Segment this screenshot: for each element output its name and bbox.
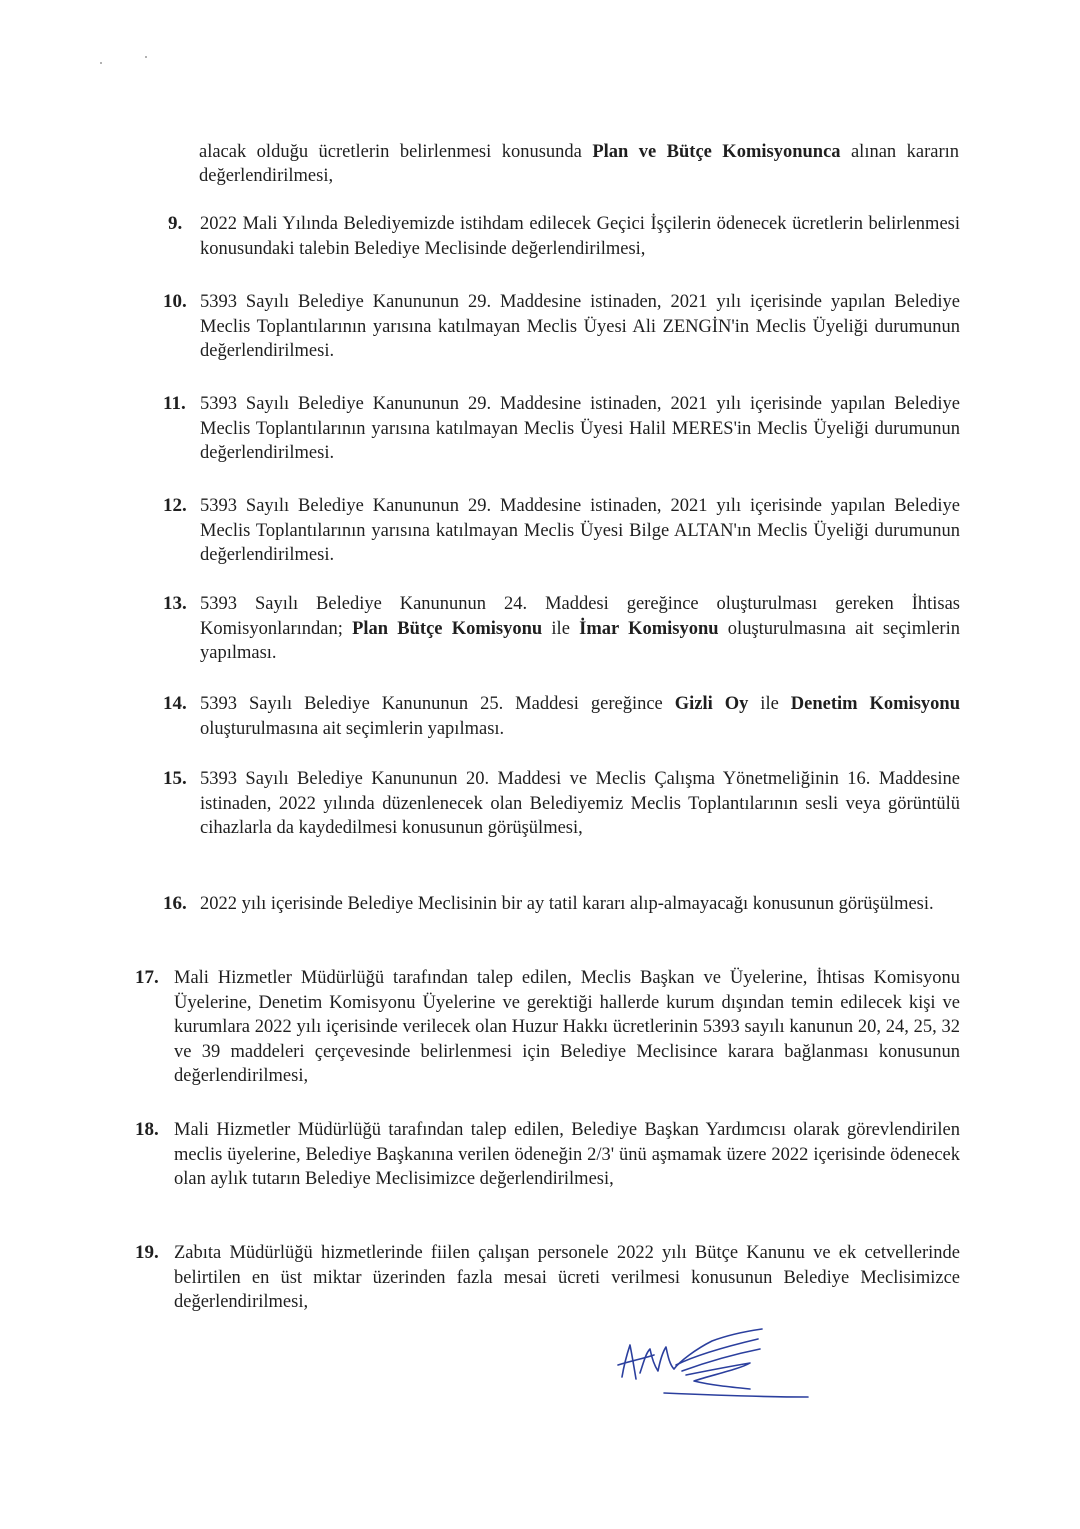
item-text [200, 692, 960, 741]
item-number: 9. [168, 213, 183, 234]
item-text-part: ile [748, 694, 791, 714]
item-number: 19. [135, 1242, 159, 1263]
item-text: 5393 Sayılı Belediye Kanununun 29. Maddesine istinaden, 2021 yılı içerisinde yapılan Belediye Meclis Toplantılarının yarısına katılmayan Meclis Üyesi Halil MERES'in Meclis Üyeliği durumunun değerlendirilmesi. [200, 394, 960, 463]
item-bold-text: Plan Bütçe Komisyonu [352, 618, 543, 639]
item-text: Zabıta Müdürlüğü hizmetlerinde fiilen çalışan personele 2022 yılı Bütçe Kanunu ve ek cetvellerinde belirtilen en üst miktar üzerinden fazla mesai ücreti verilmesi konusunun Belediye Meclisimizce değerlendirilmesi, [174, 1243, 960, 1312]
item-text-part: oluşturulmasına ait seçimlerin yapılması. [200, 718, 505, 739]
item-number: 14. [163, 693, 187, 714]
item-text-part: 5393 Sayılı Belediye Kanununun 25. Maddesi gereğince [200, 694, 675, 714]
continuation-bold-text: Plan ve Bütçe Komisyonunca [592, 142, 841, 162]
item-number: 10. [163, 291, 187, 312]
item-number: 12. [163, 495, 187, 516]
item-bold-text: Gizli Oy [674, 694, 749, 714]
item-number: 15. [163, 768, 187, 789]
scan-speck [100, 62, 102, 64]
item-text: 2022 Mali Yılında Belediyemizde istihdam edilecek Geçici İşçilerin ödenecek ücretlerin belirlenmesi konusundaki talebin Belediye Meclisinde değerlendirilmesi, [200, 214, 960, 259]
continuation-text-1: alacak olduğu ücretlerin belirlenmesi konusunda [199, 142, 593, 162]
item-number: 11. [163, 393, 186, 414]
item-text: 5393 Sayılı Belediye Kanununun 20. Maddesi ve Meclis Çalışma Yönetmeliğinin 16. Maddesine istinaden, 2022 yılında düzenlenecek olan Belediyemiz Meclis Toplantılarının sesli veya görüntülü cihazlarla da kaydedilmesi konusunun görüşülmesi, [200, 769, 960, 838]
item-text [200, 592, 960, 666]
item-number: 13. [163, 593, 187, 614]
item-bold-text: Denetim Komisyonu [790, 694, 960, 714]
item-number: 18. [135, 1119, 159, 1140]
item-number: 17. [135, 967, 159, 988]
item-text: 5393 Sayılı Belediye Kanununun 29. Maddesine istinaden, 2021 yılı içerisinde yapılan Belediye Meclis Toplantılarının yarısına katılmayan Meclis Üyesi Bilge ALTAN'ın Meclis Üyeliği durumunun değerlendirilmesi. [200, 496, 960, 565]
scan-specks [95, 56, 155, 68]
scan-speck [145, 56, 147, 58]
item-text: 2022 yılı içerisinde Belediye Meclisinin bir ay tatil kararı alıp-almayacağı konusunun görüşülmesi. [200, 894, 934, 914]
item-bold-text: İmar Komisyonu [579, 618, 719, 639]
item-text: Mali Hizmetler Müdürlüğü tarafından talep edilen, Belediye Başkan Yardımcısı olarak görevlendirilen meclis üyelerine, Belediye Başkanına verilen ödeneğin 2/3' ünü aşmamak üzere 2022 içerisinde ödenecek olan aylık tutarın Belediye Meclisimizce değerlendirilmesi, [174, 1120, 960, 1189]
item-number: 16. [163, 893, 187, 914]
item-text-part: oluşturulmasına ait seçimlerin yapılması. [200, 618, 960, 663]
item-text-part: 5393 Sayılı Belediye Kanununun 24. Maddesi gereğince oluşturulması gereken İhtisas Komisyonlarından; [200, 594, 960, 639]
handwritten-signature [600, 1325, 820, 1415]
item-text-part: ile [542, 618, 580, 639]
continuation-text-2: alınan kararın değerlendirilmesi, [199, 142, 960, 186]
item-text: Mali Hizmetler Müdürlüğü tarafından talep edilen, Meclis Başkan ve Üyelerine, İhtisas Komisyonu Üyelerine, Denetim Komisyonu Üyelerine ve gerektiği hallerde kurum dışından temin edilecek kişi ve kurumlara 2022 yılı içerisinde verilecek olan Huzur Hakkı ücretlerinin 5393 sayılı kanunun 20, 24, 25, 32 ve 39 maddeleri çerçevesinde belirlenmesi için Belediye Meclisince karara bağlanması konusunun değerlendirilmesi, [174, 968, 960, 1086]
continuation-paragraph [199, 140, 959, 188]
item-text: 5393 Sayılı Belediye Kanununun 29. Maddesine istinaden, 2021 yılı içerisinde yapılan Belediye Meclis Toplantılarının yarısına katılmayan Meclis Üyesi Ali ZENGİN'in Meclis Üyeliği durumunun değerlendirilmesi. [200, 292, 960, 361]
